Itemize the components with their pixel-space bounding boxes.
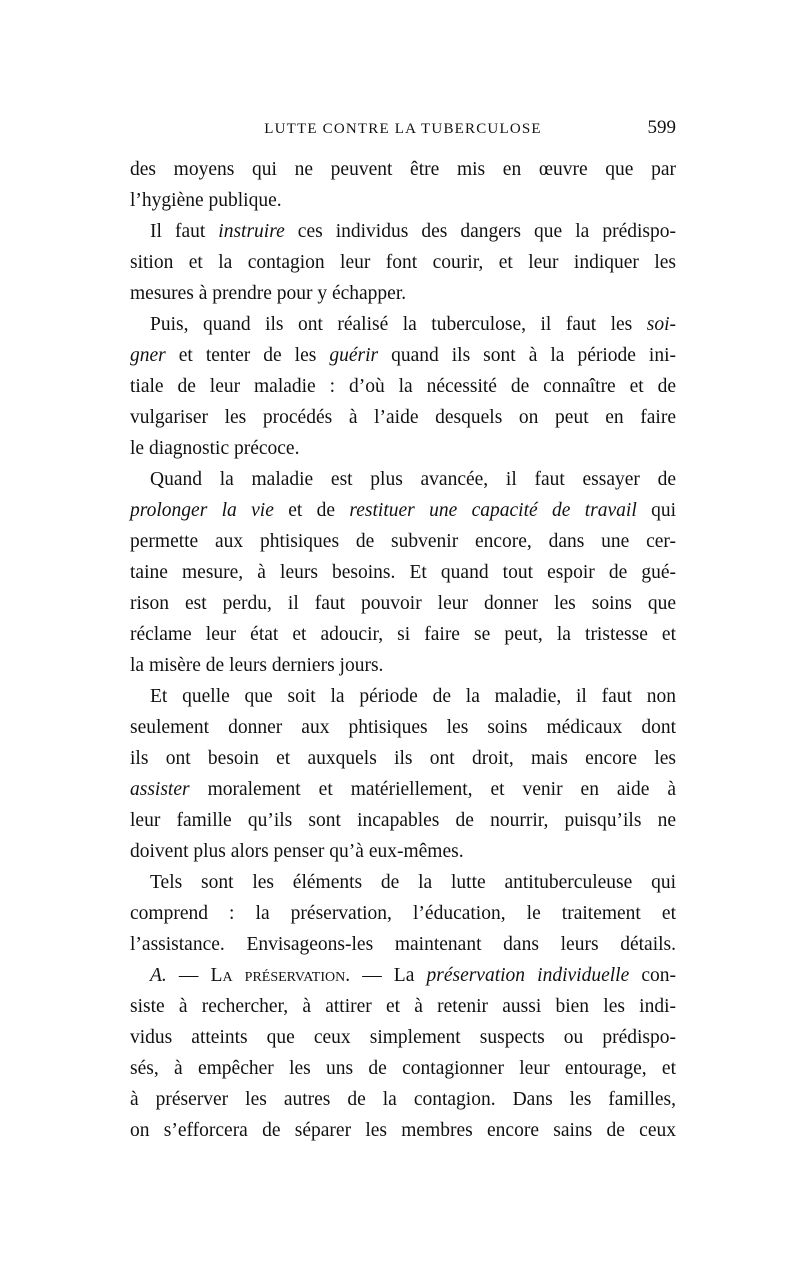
text-segment: à préserver les autres de la contagion. Dans les familles, bbox=[130, 1089, 676, 1110]
text-line bbox=[130, 588, 676, 619]
text-segment: le diagnostic précoce. bbox=[130, 438, 300, 459]
text-segment: mesures à prendre pour y échapper. bbox=[130, 283, 407, 304]
text-segment: comprend : la préservation, l’éducation, le traitement et bbox=[130, 903, 676, 924]
text-line bbox=[130, 743, 676, 774]
text-segment: des moyens qui ne peuvent être mis en œuvre que par bbox=[130, 159, 676, 180]
text-segment: leur famille qu’ils sont incapables de nourrir, puisqu’ils ne bbox=[130, 810, 676, 831]
running-title: LUTTE CONTRE LA TUBERCULOSE bbox=[264, 121, 542, 137]
text-segment: quand ils sont à la période ini- bbox=[378, 345, 676, 366]
text-segment: tiale de leur maladie : d’où la nécessité de connaître et de bbox=[130, 376, 676, 397]
text-segment: la misère de leurs derniers jours. bbox=[130, 655, 384, 676]
text-segment: siste à rechercher, à attirer et à retenir aussi bien les indi- bbox=[130, 996, 676, 1017]
text-line bbox=[130, 216, 676, 247]
text-segment: Puis, quand ils ont réalisé la tuberculose, il faut les bbox=[150, 314, 647, 335]
text-segment: con- bbox=[629, 965, 676, 986]
italic-text: prolonger la vie bbox=[130, 500, 274, 521]
text-line bbox=[130, 991, 676, 1022]
text-segment: réclame leur état et adoucir, si faire se peut, la tristesse et bbox=[130, 624, 676, 645]
text-segment: permette aux phtisiques de subvenir encore, dans une cer- bbox=[130, 531, 676, 552]
text-line bbox=[130, 1053, 676, 1084]
text-segment: Il faut bbox=[150, 221, 219, 242]
text-line bbox=[130, 805, 676, 836]
text-line bbox=[130, 619, 676, 650]
small-caps-text: La préservation. bbox=[210, 965, 351, 986]
text-line bbox=[130, 867, 676, 898]
text-segment: Et quelle que soit la période de la maladie, il faut non bbox=[150, 686, 676, 707]
text-line bbox=[130, 433, 676, 464]
text-line bbox=[130, 154, 676, 185]
text-line bbox=[130, 681, 676, 712]
text-segment: ces individus des dangers que la prédispo- bbox=[284, 221, 676, 242]
text-segment: — bbox=[166, 965, 211, 986]
text-segment: et de bbox=[273, 500, 350, 521]
text-line bbox=[130, 650, 676, 681]
text-line bbox=[130, 929, 676, 960]
text-line bbox=[130, 340, 676, 371]
text-segment: ils ont besoin et auxquels ils ont droit, mais encore les bbox=[130, 748, 676, 769]
italic-text: instruire bbox=[218, 221, 285, 242]
page-header bbox=[130, 117, 676, 145]
text-segment: vidus atteints que ceux simplement suspects ou prédispo- bbox=[130, 1027, 676, 1048]
text-segment: qui bbox=[636, 500, 677, 521]
text-segment: rison est perdu, il faut pouvoir leur donner les soins que bbox=[130, 593, 676, 614]
body-text bbox=[130, 154, 676, 1146]
text-segment: taine mesure, à leurs besoins. Et quand tout espoir de gué- bbox=[130, 562, 676, 583]
text-line bbox=[130, 1084, 676, 1115]
text-line bbox=[130, 247, 676, 278]
text-line bbox=[130, 309, 676, 340]
text-line bbox=[130, 557, 676, 588]
text-line bbox=[130, 464, 676, 495]
italic-text: préservation individuelle bbox=[426, 965, 630, 986]
text-line bbox=[130, 960, 676, 991]
text-line bbox=[130, 526, 676, 557]
italic-text: restituer une capacité de travail bbox=[349, 500, 637, 521]
text-segment: seulement donner aux phtisiques les soins médicaux dont bbox=[130, 717, 676, 738]
italic-text: gner bbox=[130, 345, 166, 366]
text-line bbox=[130, 185, 676, 216]
text-line bbox=[130, 774, 676, 805]
text-segment: Quand la maladie est plus avancée, il faut essayer de bbox=[150, 469, 676, 490]
text-segment: Tels sont les éléments de la lutte antituberculeuse qui bbox=[150, 872, 676, 893]
italic-text: guérir bbox=[329, 345, 379, 366]
italic-text: assister bbox=[130, 779, 190, 800]
text-line bbox=[130, 712, 676, 743]
text-segment: vulgariser les procédés à l’aide desquels on peut en faire bbox=[130, 407, 676, 428]
text-segment: — La bbox=[350, 965, 427, 986]
text-segment: sés, à empêcher les uns de contagionner leur entourage, et bbox=[130, 1058, 676, 1079]
text-segment: moralement et matériellement, et venir en aide à bbox=[189, 779, 676, 800]
text-line bbox=[130, 1022, 676, 1053]
italic-text: soi- bbox=[646, 314, 676, 335]
page-number: 599 bbox=[647, 117, 676, 138]
text-line bbox=[130, 495, 676, 526]
text-segment: on s’efforcera de séparer les membres encore sains de ceux bbox=[130, 1120, 676, 1141]
text-line bbox=[130, 836, 676, 867]
text-line bbox=[130, 898, 676, 929]
text-segment: et tenter de les bbox=[165, 345, 330, 366]
text-segment: sition et la contagion leur font courir, et leur indiquer les bbox=[130, 252, 676, 273]
italic-text: A. bbox=[150, 965, 167, 986]
text-line bbox=[130, 1115, 676, 1146]
text-line bbox=[130, 278, 676, 309]
text-segment: l’assistance. Envisageons-les maintenant dans leurs détails. bbox=[130, 934, 676, 955]
text-segment: doivent plus alors penser qu’à eux-mêmes. bbox=[130, 841, 464, 862]
text-line bbox=[130, 371, 676, 402]
text-segment: l’hygiène publique. bbox=[130, 190, 282, 211]
text-line bbox=[130, 402, 676, 433]
